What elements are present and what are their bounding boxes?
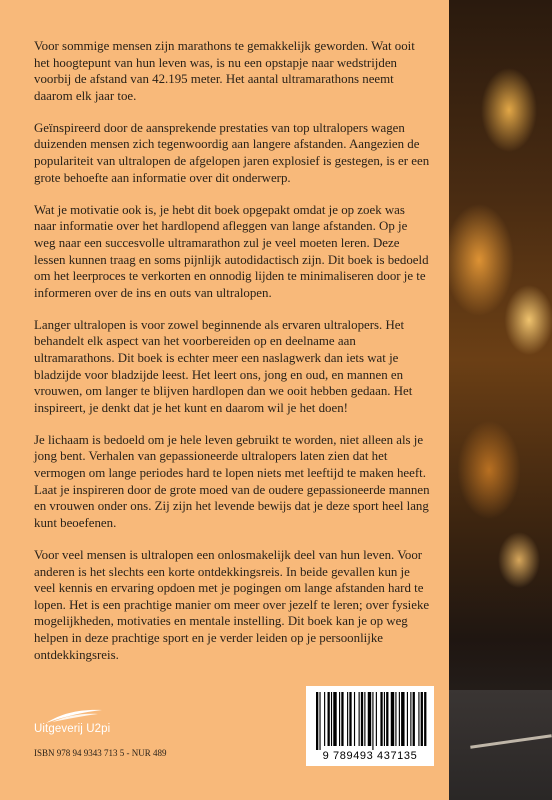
blurb-paragraph-4: Langer ultralopen is voor zowel beginnende als ervaren ultralopers. Het behandelt elk aspect van het voorbereiden op en deelname aan ultramarathons. Dit boek is echter meer een naslagwerk dan iets wat je bladzijde voor bladzijde leest. Het leert ons, jong en oud, en mannen en vrouwen, om langer te blijven hardlopen dan we ooit hebben gedaan. Het inspireert, je denkt dat je het kunt en daarom wil je het doen! bbox=[34, 317, 413, 415]
isbn-line: ISBN 978 94 9343 713 5 - NUR 489 bbox=[34, 748, 167, 758]
publisher-logo bbox=[34, 707, 124, 739]
blurb-text bbox=[34, 38, 430, 679]
publisher-name: Uitgeverij U2pi bbox=[34, 723, 111, 735]
blurb-paragraph-1: Voor sommige mensen zijn marathons te gemakkelijk geworden. Wat ooit het hoogtepunt van hun leven was, is nu een opstapje naar wedstrijden voorbij de afstand van 42.195 meter. Het aantal ultramarathons neemt daarom elk jaar toe. bbox=[34, 39, 415, 103]
blurb-paragraph-2: Geïnspireerd door de aansprekende prestaties van top ultralopers wagen duizenden mensen zich tegenwoordig aan langere afstanden. Aangezien de populariteit van ultralopen de afgelopen jaren explosief is gestegen, is er een grote behoefte aan informatie over dit onderwerp. bbox=[34, 120, 430, 185]
blurb-paragraph-6: Voor veel mensen is ultralopen een onlosmakelijk deel van hun leven. Voor anderen is het slechts een korte ontdekkingsreis. In beide gevallen kun je veel kennis en ervaring opdoen met je pogingen om lange afstanden hard te lopen. Het is een prachtige manier om meer over jezelf te leren; over fysieke mogelijkheden, motivaties en mentale instelling. Dit boek kan je op weg helpen in deze prachtige sport en je verder leiden op je persoonlijke ontdekkingsreis. bbox=[34, 547, 430, 662]
barcode-number: 9 789493 437135 bbox=[322, 750, 418, 762]
blurb-paragraph-5: Je lichaam is bedoeld om je hele leven gebruikt te worden, niet alleen als je jong bent. Verhalen van gepassioneerde ultralopers laten zien dat het vermogen om lange periodes hard te lopen niets met leeftijd te maken heeft. Laat je inspireren door de grote moed van de oudere gepassioneerde mannen en vrouwen onder ons. Zij zijn het levende bewijs dat je deze sport heel lang kunt beoefenen. bbox=[34, 432, 430, 530]
barcode-bars-icon bbox=[306, 686, 434, 750]
blurb-paragraph-3: Wat je motivatie ook is, je hebt dit boek opgepakt omdat je op zoek was naar informatie over het hardlopend afleggen van lange afstanden. Op je weg naar een succesvolle ultramarathon zul je veel moeten leren. Deze lessen kunnen traag en soms pijnlijk autodidactisch zijn. Dit boek is bedoeld om het leerproces te verkorten en onnodig lijden te minimaliseren door je te informeren over de ins en outs van ultralopen. bbox=[34, 202, 429, 300]
road-image bbox=[449, 690, 552, 800]
spine-photo bbox=[449, 0, 552, 800]
isbn-barcode bbox=[306, 686, 434, 766]
